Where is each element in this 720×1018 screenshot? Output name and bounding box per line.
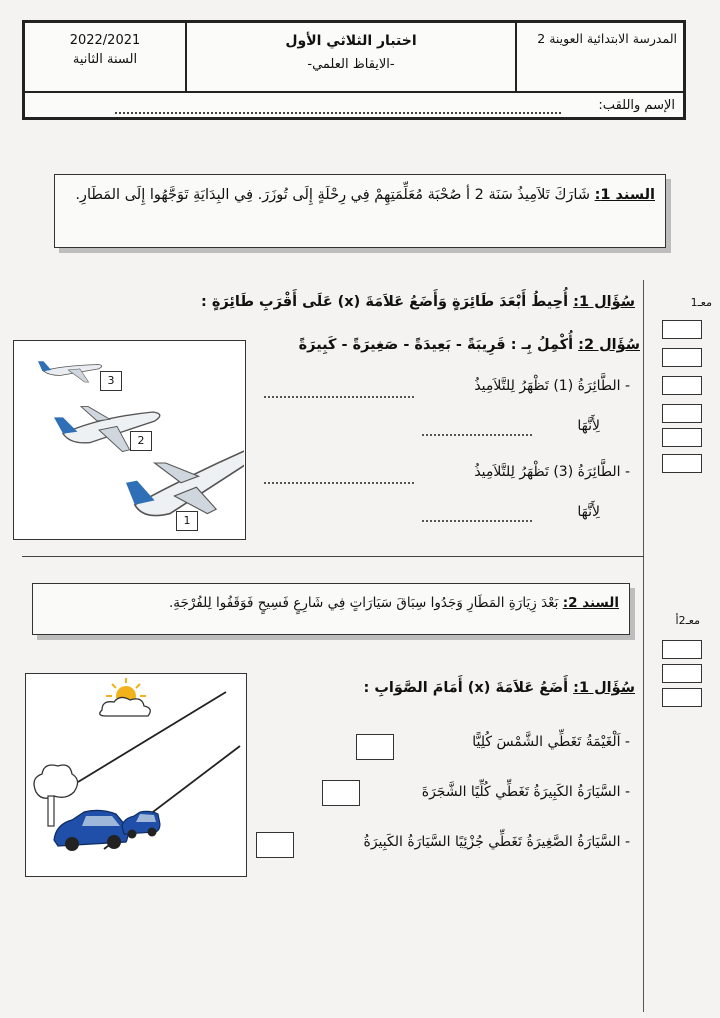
road-edge-line [78,692,226,782]
grade-box[interactable] [662,348,702,367]
exam-title: اختبار الثلاثي الأول [285,33,417,49]
answer-line[interactable] [422,434,532,436]
because-label: لِأَنَّهَا [577,504,600,520]
airplanes-image [13,340,246,540]
name-input-line[interactable] [115,112,561,114]
grade-box[interactable] [662,688,702,707]
source-2-text [43,592,619,614]
answer-line[interactable] [264,482,414,484]
grade-level: السنة الثانية [72,52,138,67]
airplane-3-icon [38,361,102,382]
source-2-label: السند 2: [562,595,619,611]
plane-number-2: 2 [130,431,152,451]
source-2-box [32,583,630,635]
grade-box[interactable] [662,428,702,447]
big-car-icon [54,810,128,851]
name-label: الإسم واللقب: [598,98,675,113]
tree-icon [34,765,78,826]
answer-line[interactable] [264,396,414,398]
answer-checkbox[interactable] [322,780,360,806]
small-car-icon [122,811,160,838]
grade-column-divider [643,280,644,1012]
grade-box[interactable] [662,664,702,683]
airplane-1-icon [126,449,244,516]
airplanes-illustration [14,341,244,538]
source-1-box [54,174,666,248]
s1-question-1 [180,294,635,310]
subject-name: -الايقاظ العلمي- [307,57,395,72]
source-1-body: شَارَكَ تَلاَمِيذُ سَنَة 2 أ صُحْبَة مُعَلِّمَتِهِمْ فِي رِحْلَةٍ إِلَى تُوزَرَ. فِي البِدَايَةِ تَوَجَّهُوا إِلَى المَطَارِ. [75,187,590,203]
answer-checkbox[interactable] [356,734,394,760]
s1-q2-label: سُؤَال 2: [578,337,640,353]
grade-box[interactable] [662,320,702,339]
plane-number-3: 3 [100,371,122,391]
grade-box[interactable] [662,454,702,473]
school-name: المدرسة الابتدائية العوينة 2 [515,23,683,91]
road-illustration [26,674,245,875]
header-row [25,23,683,93]
s2-q1-label: سُؤَال 1: [573,680,635,696]
answer-checkbox[interactable] [256,832,294,858]
s2-option-2: - السَّيَارَةُ الكَبِيرَةُ تَغَطِّي كُلِّيًا الشَّجَرَةَ [421,784,630,800]
exam-header [22,20,686,120]
source-1-label: السند 1: [594,187,655,203]
cloud-icon [100,697,151,716]
grade-box[interactable] [662,640,702,659]
car-race-image [25,673,247,877]
school-year: 2022/2021 [69,33,141,48]
s1-item-2: - الطَّائِرَةُ (3) تَظْهَرُ لِلتَّلاَمِيذُ [474,464,630,480]
name-row [25,93,683,119]
s2-option-3: - السَّيَارَةُ الصَّغِيرَةُ تَغَطِّي جُزْئِيًا السَّيَارَةُ الكَبِيرَةُ [363,834,630,850]
section-divider [22,556,644,557]
s1-q1-text: أُحِيطُ أَبْعَدَ طَائِرَةٍ وَأَضَعُ عَلاَمَةَ (x) عَلَى أَقْرَبِ طَائِرَةٍ : [201,294,569,310]
s1-q1-label: سُؤَال 1: [573,294,635,310]
grade-box[interactable] [662,404,702,423]
s1-question-2 [250,337,640,353]
s2-option-1: - اَلْغَيْمَةُ تَغَطِّي الشَّمْسَ كُلِيًّا [472,734,630,750]
because-label: لِأَنَّهَا [577,418,600,434]
s2-q1-text: أَضَعُ عَلاَمَةَ (x) أَمَامَ الصَّوَابِ : [363,680,569,696]
year-cell [25,23,185,91]
plane-number-1: 1 [176,511,198,531]
source-2-body: بَعْدَ زِيَارَةِ المَطَارِ وَجَدُوا سِبَاقَ سَيَارَاتٍ فِي شَارِعٍ فَسِيحٍ فَوَقَفُوا لِلفُرْجَةِ. [168,595,559,611]
grade-box[interactable] [662,376,702,395]
grade-label-1: معـ1 [690,296,712,309]
answer-line[interactable] [422,520,532,522]
exam-title-cell [185,23,515,91]
grade-label-2: معـ2أ [675,614,700,627]
s1-item-1: - الطَّائِرَةُ (1) تَظْهَرُ لِلتَّلاَمِيذُ [474,378,630,394]
s1-q2-text: أُكْمِلُ بِـ : قَرِيبَةً - بَعِيدَةً - صَغِيرَةً - كَبِيرَةً [298,337,574,353]
source-1-text [65,181,655,209]
s2-question-1 [320,680,635,696]
